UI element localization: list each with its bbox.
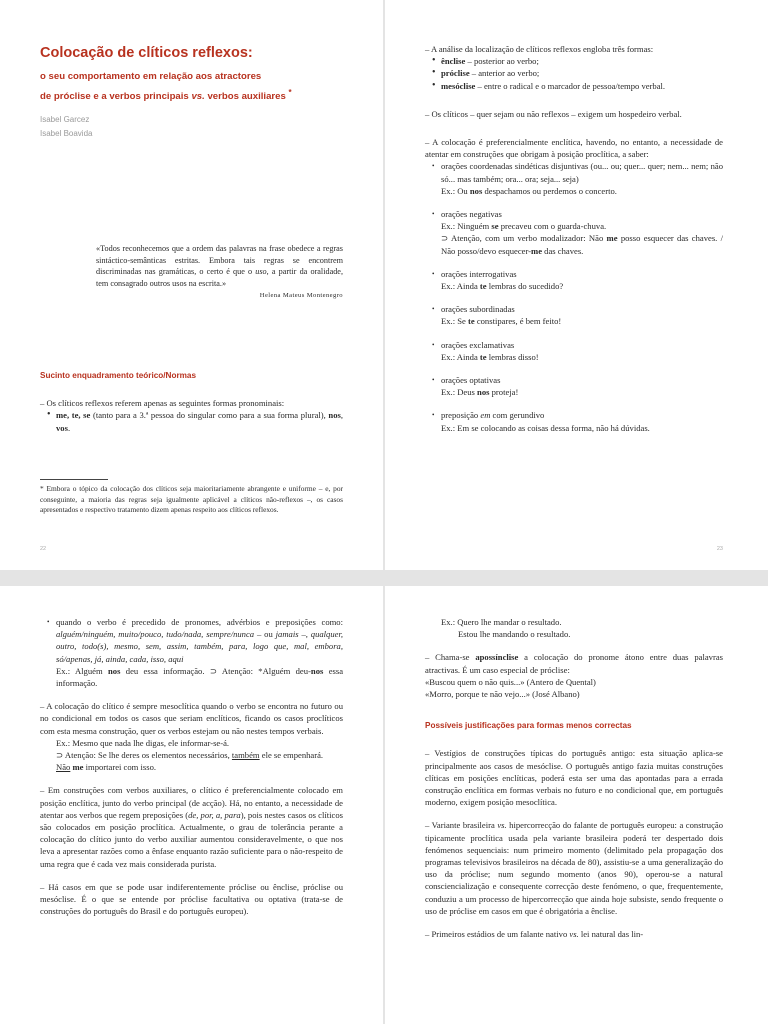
list-item [441,160,723,197]
ex-text: Ex.: Se [441,316,468,327]
list-item [441,409,723,433]
term-enclise: ênclise [441,56,466,67]
note-text: posso esquecer das chaves. / Não posso/devo esquecer- [441,233,723,256]
subtitle-vs: vs. [191,90,205,102]
term-desc: – entre o radical e o marcador de pessoa/tempo verbal. [475,80,666,91]
subtitle-line-2 [40,85,353,105]
case-example [441,185,723,197]
label-text: com gerundivo [490,410,545,421]
ex-clitic: te [479,281,487,292]
term-mesoclise: mesóclise [441,80,476,91]
paragraph-host: – Os clíticos – quer sejam ou não reflexos – exigem um hospedeiro verbal. [425,108,682,119]
term-desc: – anterior ao verbo; [469,68,540,79]
ex-clitic: nos [108,665,121,676]
ex-underline: Não [56,762,71,773]
paragraph-brazilian-variant [425,819,723,917]
quote-part-b: , a partir da oralidade, tem consagrado outros usos na escrita.» [96,267,343,288]
ex-clitic: nos [310,665,324,676]
section-heading-norms: Sucinto enquadramento teórico/Normas [40,371,197,380]
para-vs: vs. [569,929,579,940]
note-text: ⊃ Atenção: Se lhe deres os elementos necessários, [56,750,232,761]
form-nos: nos [328,410,341,421]
case-label [441,409,723,421]
para-text: – Primeiros estádios de um falante nativo [425,929,570,940]
paragraph-enclitic: – A colocação é preferencialmente enclítica, havendo, no entanto, a necessidade de atentar em construções que obrigam à posição proclítica, a saber: [425,137,723,160]
quote-uso: uso [255,267,267,277]
para-vs: vs. [497,820,507,831]
para-text: – Chama-se [425,652,476,663]
article-subtitle [40,69,353,104]
para-text: a colocação do pronome átono entre duas palavras atractivas. É um caso especial de próclise: [425,652,723,675]
ex-text: proteja! [489,387,519,398]
label-text: – ou [254,629,276,640]
page-number-22: 22 [40,546,47,552]
case-label: • orações optativas [441,375,501,386]
article-title: Colocação de clíticos reflexos: [40,45,253,61]
case-label: • orações interrogativas [441,268,517,279]
pronoun-forms-list [40,409,343,433]
quote-text [96,243,343,289]
paragraph-facultative: – Há casos em que se pode usar indiferentemente próclise ou ênclise, próclise ou mesóclise. É o que se entende por próclise facultativa ou optativa (trata-se de construções do português do Brasil e do português europeu). [40,881,343,917]
mesoclitic-example: Ex.: Mesmo que nada lhe digas, ele informar-se-á. [56,737,230,748]
page-23-body [425,43,723,434]
para-bold: apossínclise [475,652,519,663]
footnote-rule [40,479,108,480]
label-em: em [480,410,491,421]
ex-text: lembras disso! [486,351,539,362]
list-item [441,55,723,67]
para-text: – Variante brasileira [425,820,498,831]
case-example [441,315,723,327]
page-24 [0,586,383,1024]
case-example [441,220,723,232]
ex-text: Ex.: Deus [441,387,478,398]
ex-text: lembras do sucedido? [486,281,564,292]
author-2: Isabel Boavida [40,129,93,138]
mesoclitic-example-2 [40,761,343,773]
case-label [56,616,343,665]
page-25 [385,586,768,1024]
ex-text: deu essa informação. ⊃ Atenção: *Alguém deu- [120,665,311,676]
forms-desc: (tanto para a 3.ª pessoa do singular como para a sua forma plural), [90,410,329,421]
forms-list [425,55,723,92]
ex-text: constipares, é bem feito! [474,316,562,327]
para-text: hipercorrecção do falante de português europeu: a construção tipicamente proclítica usada pela variante brasileira poderá ter despertado dois fenómenos sequenciais: num primeiro momento (delimitado pela propagação dos programas televisivos brasileiros na década de 80), assistiu-se a uma generalização do uso da próclise; num segundo momento (anos 90), operou-se a natural consciencialização e consequente correcção deste fenómeno, o que, frequentemente, conduziu a um processo de hipercorrecção que ainda hoje subsiste, sendo frequente o uso de próclise em casos em que é obrigatória a ênclise. [425,820,724,916]
case-example [441,351,723,363]
paragraph-native-speaker [425,928,723,940]
mesoclitic-note [40,749,343,761]
note-clitic: me [606,233,618,244]
case-example: Ex.: Em se colocando as coisas dessa forma, não há dúvidas. [441,422,650,433]
example-1: Ex.: Quero lhe mandar o resultado. [441,617,562,627]
page-22-body [40,370,343,434]
case-label: • orações coordenadas sindéticas disjuntivas (ou... ou; quer... quer; nem... nem; não só... mas também; ora... ora; seja... seja) [441,161,723,184]
forms-bold: me, te, se [56,410,91,421]
label-text: quando o verbo é precedido de pronomes, advérbios e preposições como: [56,617,343,627]
paragraph-pronominal-forms: – Os clíticos reflexos referem apenas as seguintes formas pronominais: [40,398,285,409]
epigraph-quote [96,243,343,302]
subtitle-line-1: o seu comportamento em relação aos atractores [40,71,262,82]
ex-text: Ex.: Alguém [56,665,109,676]
page-number-23: 23 [716,546,723,552]
list-item [441,80,723,92]
list-item [441,67,723,79]
quote-antero: «Buscou quem o não quis...» (Antero de Quental) [425,676,596,687]
note-underline: também [231,750,260,761]
proclitic-cases-list [425,160,723,433]
ex-clitic: se [491,221,499,232]
form-vos: vos [56,422,68,433]
list-item [441,339,723,363]
case-label: • orações subordinadas [441,304,515,315]
page-22 [0,0,383,570]
para-italic: de, por, a, para [188,809,241,820]
ex-clitic: nos [469,185,483,196]
paragraph-auxiliary [40,784,343,869]
list-item [441,303,723,327]
para-text: lei natural das lin- [578,929,644,940]
ex-text: Ex.: Ainda [441,351,480,362]
label-italic: alguém/ninguém, muito/pouco, tudo/nada, sempre/nunca [56,629,255,640]
forms-sep: , [340,410,343,421]
forms-end: . [67,422,71,433]
subtitle-text-b: verbos auxiliares [204,90,286,102]
ex-clitic: me [72,762,84,773]
case-note [441,232,723,256]
case-example [56,665,343,689]
label-italic: qualquer, outro, todo(s), mesmo, sem, assim, também, para, logo que, mal, embora, só/apenas, já, ainda, cada, isso, aqui [56,629,344,664]
list-item [441,374,723,398]
case-example [441,280,723,292]
ex-clitic: te [479,351,487,362]
authors [40,113,92,141]
list-item [56,409,343,433]
label-text: –, [298,629,311,640]
list-item [56,616,343,689]
label-italic: jamais [275,629,299,640]
page-24-body [40,616,343,917]
ex-text: importarei com isso. [83,762,157,773]
ex-text: Ex.: Ainda [441,281,480,292]
example-2: Estou lhe mandando o resultado. [458,629,571,640]
quote-part-a: «Todos reconhecemos que a ordem das palavras na frase obedece a regras sintáctico-semânticas estritas. Embora tais regras se encontrem discriminadas nas gramáticas, o certo é que o [96,244,343,277]
para-text: – Em construções com verbos auxiliares, o clítico é preferencialmente colocado em posição enclítica, junto do verbo principal (de acção). Há, no entanto, a necessidade de atentar aos verbos que regem preposições ( [40,785,343,820]
footnote-marker[interactable]: * [288,87,292,97]
author-1: Isabel Garcez [40,115,90,124]
note-text: ele se empenhará. [259,750,324,761]
footnote: * Embora o tópico da colocação dos clíticos seja maioritariamente abrangente e uniforme – e, por conseguinte, a maioria das regras seja igualmente aplicável a clíticos não-reflexos –, os casos apresentados e respectivo tratamento dizem apenas respeito aos clíticos reflexos. [40,484,343,515]
section-heading-justifications: Possíveis justificações para formas menos correctas [425,721,632,731]
case-label: • orações exclamativas [441,339,515,350]
ex-text: Ex.: Ou [441,185,470,196]
page-23 [385,0,768,570]
paragraph-apossinclise [425,651,723,675]
note-clitic: me [531,245,543,256]
case-label: • orações negativas [441,209,502,220]
proclitic-cases-continued [40,616,343,689]
term-proclise: próclise [441,68,470,79]
page-25-body [425,616,723,940]
quote-author: Helena Mateus Montenegro [259,292,343,300]
term-desc: – posterior ao verbo; [465,56,539,67]
subtitle-text-a: de próclise e a verbos principais [40,90,192,102]
paragraph-mesoclitic: – A colocação do clítico é sempre mesoclítica quando o verbo se encontra no futuro ou no condicional em todos os casos que seriam enclíticos, ficando os casos proclíticos com esta mesma construção, quer os verbos estejam ou não nestes tempos verbais. [40,701,343,736]
note-text: das chaves. [542,245,584,256]
note-text: ⊃ Atenção, com um verbo modalizador: Não [441,233,607,244]
label-text: preposição [441,410,481,421]
ex-text: precaveu com o guarda-chuva. [498,221,607,232]
paragraph-vestiges: – Vestígios de construções típicas do português antigo: esta situação aplica-se principalmente aos casos de mesóclise. O português antigo fazia muitas construções clíticas em posições enclíticas, poderá esta ser uma das apontadas para a errada construção enclítica em formas verbais no futuro e no condicional que, em português moderno, exigem posição mesoclítica. [425,748,723,808]
list-item [441,268,723,292]
ex-text: essa informação. [56,665,344,689]
ex-clitic: te [467,316,475,327]
para-text: ), pois nestes casos os clíticos são colocados em posição proclítica. Actualmente, o grau de tolerância perante a colocação do clítico junto do verbo auxiliar aumentou consideravelmente, o que nos leva a apresentar razões como a ênfase enquanto razão suficiente para o não-respeito de uma regra que é cada vez mais considerada purista. [40,809,344,869]
quote-albano: «Morro, porque te não vejo...» (José Albano) [425,689,580,700]
case-example [441,386,723,398]
ex-clitic: nos [477,387,490,398]
list-item [441,208,723,257]
ex-text: Ex.: Ninguém [441,221,492,232]
ex-text: despachamos ou perdemos o concerto. [482,185,617,196]
paragraph-three-forms: – A análise da localização de clíticos reflexos engloba três formas: [425,44,654,54]
